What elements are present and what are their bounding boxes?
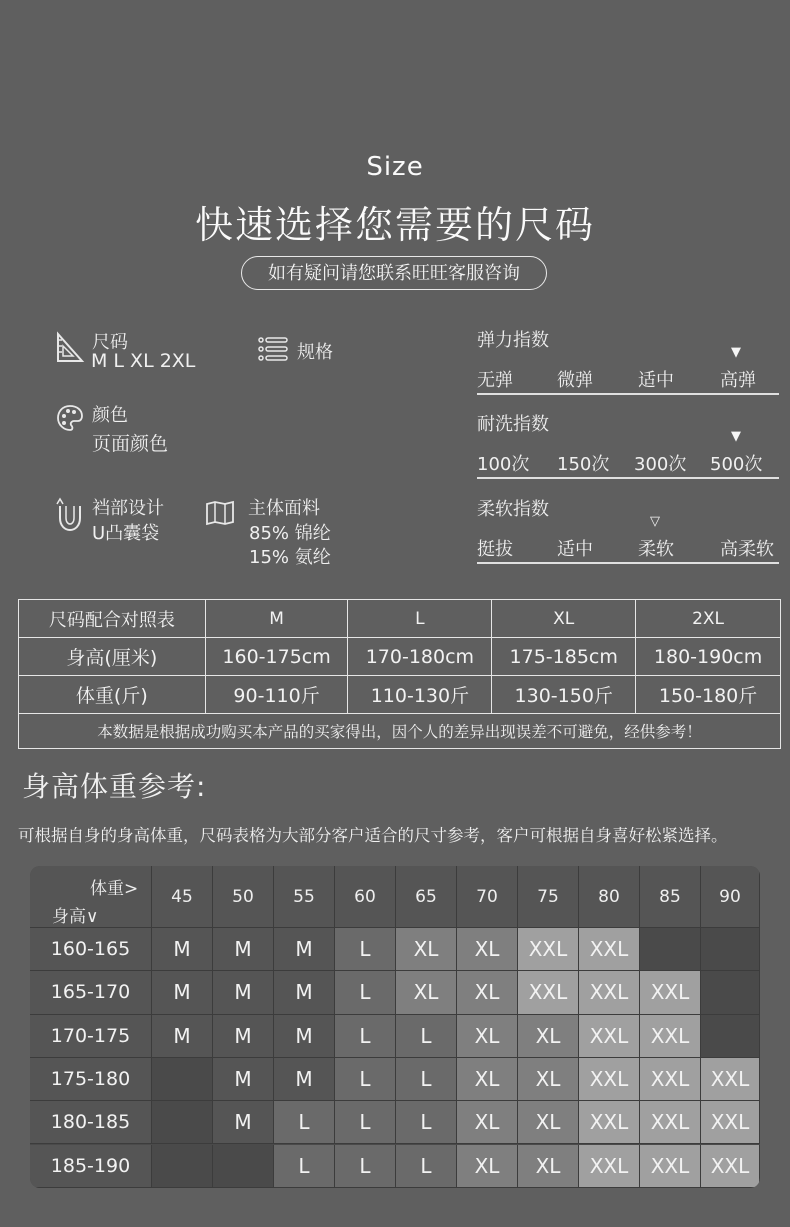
grid-size-cell: XXL	[640, 1145, 701, 1188]
grid-weight-header: 70	[457, 866, 518, 928]
elasticity-option: 无弹	[477, 370, 513, 391]
grid-weight-header: 65	[396, 866, 457, 928]
u-pouch-icon	[55, 496, 85, 534]
grid-size-cell: XL	[457, 928, 518, 971]
feature-fabric-value-1: 85% 锦纶	[249, 523, 331, 544]
grid-size-cell: XXL	[579, 971, 640, 1014]
wash-option: 500次	[710, 454, 763, 475]
grid-height-header: 185-190	[30, 1145, 152, 1188]
grid-size-cell: XL	[396, 928, 457, 971]
grid-height-header: 180-185	[30, 1101, 152, 1144]
size-table-note: 本数据是根据成功购买本产品的买家得出，因个人的差异出现误差不可避免，经供参考！	[19, 714, 781, 749]
grid-size-cell: L	[335, 1015, 396, 1058]
grid-corner	[30, 866, 152, 928]
grid-size-cell: XL	[518, 1101, 579, 1144]
grid-size-cell: L	[396, 1015, 457, 1058]
grid-weight-header: 85	[640, 866, 701, 928]
grid-weight-header: 90	[701, 866, 760, 928]
grid-size-cell: XXL	[579, 1015, 640, 1058]
feature-color-label: 颜色	[92, 405, 128, 426]
grid-size-cell	[152, 1101, 213, 1144]
grid-size-cell: L	[335, 928, 396, 971]
grid-size-cell: M	[274, 1015, 335, 1058]
size-table-header-cell: XL	[492, 600, 636, 638]
grid-size-cell: L	[396, 1145, 457, 1188]
grid-size-cell: XL	[457, 1058, 518, 1101]
size-table-note-row	[19, 714, 781, 749]
grid-size-cell: XL	[518, 1145, 579, 1188]
feature-size-label: 尺码	[92, 332, 128, 353]
grid-weight-header: 60	[335, 866, 396, 928]
grid-size-cell: L	[396, 1101, 457, 1144]
softness-option: 柔软	[638, 539, 674, 560]
grid-size-cell: XL	[518, 1015, 579, 1058]
grid-size-cell: XXL	[640, 1058, 701, 1101]
grid-size-cell: M	[213, 928, 274, 971]
wash-option: 300次	[634, 454, 687, 475]
size-table-row	[19, 676, 781, 714]
reference-title: 身高体重参考:	[22, 770, 207, 803]
size-table-header	[19, 600, 781, 638]
grid-size-cell: L	[335, 1101, 396, 1144]
grid-size-cell: XXL	[701, 1058, 760, 1101]
grid-size-cell: M	[152, 928, 213, 971]
size-table-cell: 身高(厘米)	[19, 638, 206, 676]
grid-size-cell: XXL	[640, 971, 701, 1014]
grid-size-cell	[152, 1145, 213, 1188]
softness-index	[477, 495, 779, 565]
grid-size-cell: L	[274, 1101, 335, 1144]
grid-size-cell: XXL	[701, 1145, 760, 1188]
size-table-cell: 90-110斤	[205, 676, 348, 714]
grid-size-cell	[640, 928, 701, 971]
grid-size-cell: XL	[457, 971, 518, 1014]
grid-size-cell: XL	[457, 1101, 518, 1144]
grid-size-cell: XXL	[579, 1101, 640, 1144]
grid-size-cell: XXL	[518, 971, 579, 1014]
size-table-cell: 180-190cm	[636, 638, 781, 676]
grid-size-cell: XL	[518, 1058, 579, 1101]
palette-icon	[55, 403, 85, 433]
softness-option: 高柔软	[720, 539, 774, 560]
size-table-cell: 160-175cm	[205, 638, 348, 676]
grid-size-cell: XL	[396, 971, 457, 1014]
reference-description: 可根据自身的身高体重，尺码表格为大部分客户适合的尺寸参考，客户可根据自身喜好松紧选择。	[18, 826, 728, 845]
book-icon	[205, 500, 235, 526]
grid-height-header: 165-170	[30, 971, 152, 1014]
list-icon	[258, 336, 288, 362]
grid-size-cell: M	[274, 971, 335, 1014]
size-table-cell: 110-130斤	[348, 676, 492, 714]
size-table-header-cell: L	[348, 600, 492, 638]
size-table-row	[19, 638, 781, 676]
elasticity-option: 适中	[638, 370, 674, 391]
grid-size-cell: XXL	[640, 1015, 701, 1058]
feature-fabric-label: 主体面料	[248, 498, 320, 519]
feature-crotch-value: U凸囊袋	[92, 523, 160, 544]
grid-size-cell	[701, 928, 760, 971]
grid-size-cell: L	[396, 1058, 457, 1101]
contact-service-button[interactable]: 如有疑问请您联系旺旺客服咨询	[241, 256, 547, 290]
size-table-header-cell: 尺码配合对照表	[19, 600, 206, 638]
grid-height-header: 160-165	[30, 928, 152, 971]
grid-size-cell: XL	[457, 1145, 518, 1188]
grid-size-cell: M	[213, 1015, 274, 1058]
feature-size-value: M L XL 2XL	[91, 350, 196, 372]
feature-spec-label: 规格	[297, 342, 333, 363]
grid-size-cell: L	[335, 1145, 396, 1188]
feature-color-value: 页面颜色	[92, 433, 169, 455]
size-table-cell: 130-150斤	[492, 676, 636, 714]
feature-crotch-label: 裆部设计	[92, 498, 164, 519]
grid-size-cell	[701, 1015, 760, 1058]
grid-size-cell	[213, 1145, 274, 1188]
grid-height-header: 175-180	[30, 1058, 152, 1101]
wash-selected-marker: ▼	[731, 429, 741, 444]
grid-weight-header: 80	[579, 866, 640, 928]
elasticity-index	[477, 326, 779, 396]
grid-size-cell: XXL	[518, 928, 579, 971]
size-table-cell: 体重(斤)	[19, 676, 206, 714]
ruler-triangle-icon	[55, 330, 85, 364]
softness-index-title: 柔软指数	[477, 499, 549, 520]
grid-weight-header: 45	[152, 866, 213, 928]
grid-size-cell	[701, 971, 760, 1014]
wash-option: 100次	[477, 454, 530, 475]
elasticity-selected-marker: ▼	[731, 345, 741, 360]
height-weight-grid	[30, 866, 760, 1188]
grid-size-cell: L	[335, 1058, 396, 1101]
elasticity-index-title: 弹力指数	[477, 330, 549, 351]
grid-size-cell: XXL	[579, 928, 640, 971]
softness-option: 挺拔	[477, 539, 513, 560]
grid-size-cell: M	[152, 971, 213, 1014]
softness-selected-marker: ▽	[650, 514, 660, 529]
grid-size-cell: M	[213, 971, 274, 1014]
grid-size-cell: M	[213, 1101, 274, 1144]
feature-fabric-value-2: 15% 氨纶	[249, 547, 331, 568]
size-table-cell: 170-180cm	[348, 638, 492, 676]
grid-size-cell	[152, 1058, 213, 1101]
size-table-header-cell: 2XL	[636, 600, 781, 638]
elasticity-option: 微弹	[557, 370, 593, 391]
grid-size-cell: XL	[457, 1015, 518, 1058]
page-title: 快速选择您需要的尺码	[194, 203, 595, 247]
grid-corner-height-label: 身高∨	[52, 907, 99, 927]
wash-index	[477, 410, 779, 480]
elasticity-option: 高弹	[720, 370, 756, 391]
grid-size-cell: M	[152, 1015, 213, 1058]
grid-size-cell: L	[274, 1145, 335, 1188]
grid-weight-header: 75	[518, 866, 579, 928]
grid-weight-header: 55	[274, 866, 335, 928]
wash-index-title: 耐洗指数	[477, 414, 549, 435]
wash-option: 150次	[557, 454, 610, 475]
grid-size-cell: XXL	[701, 1101, 760, 1144]
size-table	[18, 599, 781, 749]
size-table-cell: 175-185cm	[492, 638, 636, 676]
softness-divider	[477, 562, 779, 564]
grid-size-cell: XXL	[640, 1101, 701, 1144]
grid-corner-weight-label: 体重>	[90, 879, 139, 899]
grid-size-cell: XXL	[579, 1145, 640, 1188]
size-table-cell: 150-180斤	[636, 676, 781, 714]
grid-size-cell: L	[335, 971, 396, 1014]
grid-size-cell: XXL	[579, 1058, 640, 1101]
grid-size-cell: M	[274, 928, 335, 971]
size-table-header-cell: M	[205, 600, 348, 638]
softness-option: 适中	[557, 539, 593, 560]
size-subtitle: Size	[366, 152, 424, 182]
grid-size-cell: M	[274, 1058, 335, 1101]
grid-weight-header: 50	[213, 866, 274, 928]
grid-size-cell: M	[213, 1058, 274, 1101]
elasticity-divider	[477, 393, 779, 395]
wash-divider	[477, 477, 779, 479]
grid-height-header: 170-175	[30, 1015, 152, 1058]
